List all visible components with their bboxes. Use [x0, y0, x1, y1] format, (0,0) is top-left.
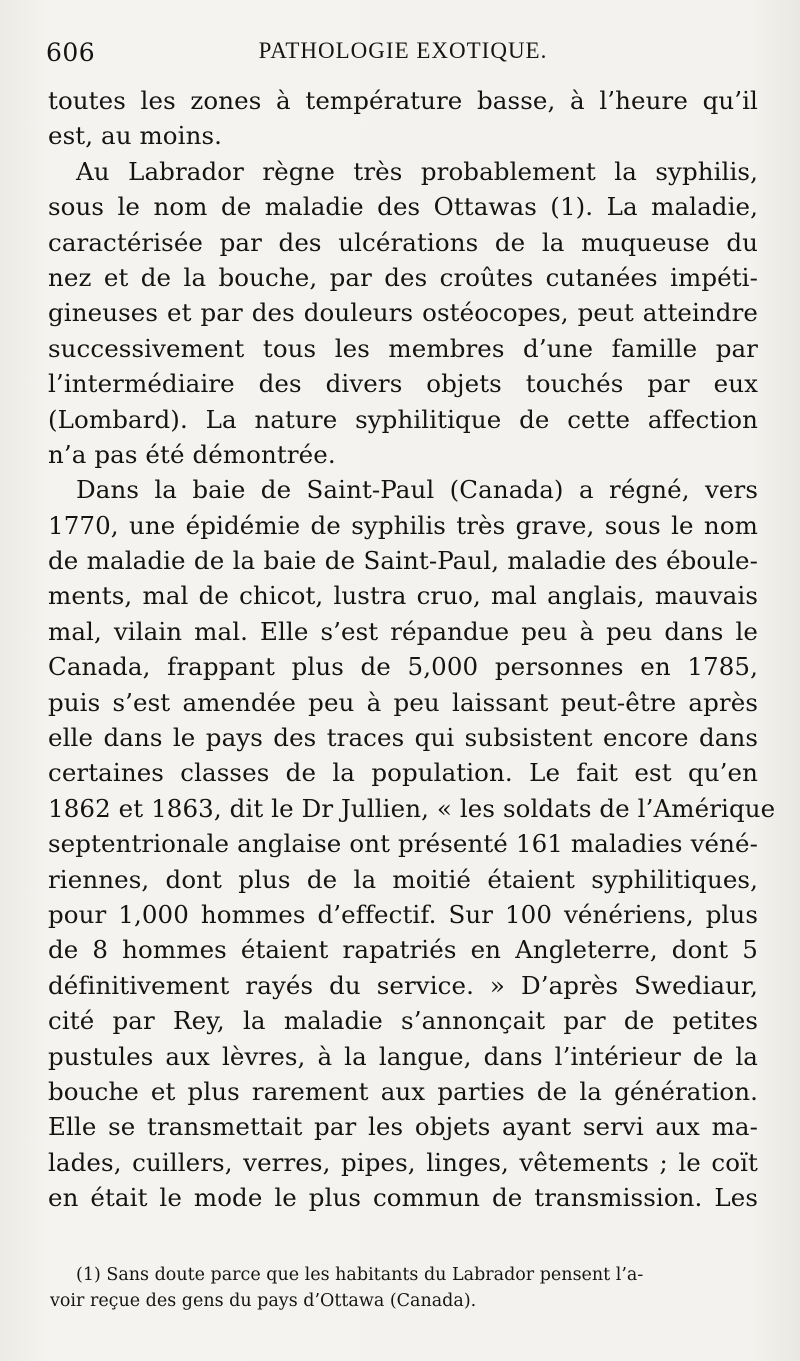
text-line: (Lombard). La nature syphilitique de cette affection: [48, 404, 758, 434]
text-line: successivement tous les membres d’une famille par: [48, 333, 758, 363]
text-line: l’intermédiaire des divers objets touchés par eux: [48, 369, 758, 399]
text-line: est, au moins.: [48, 121, 223, 151]
text-line: cité par Rey, la maladie s’annonçait par de petites: [48, 1006, 758, 1036]
text-line: Canada, frappant plus de 5,000 personnes en 1785,: [48, 652, 758, 682]
text-line: ments, mal de chicot, lustra cruo, mal anglais, mauvais: [48, 581, 758, 611]
footnote-line: voir reçue des gens du pays d’Ottawa (Canada).: [50, 1291, 477, 1311]
text-line: bouche et plus rarement aux parties de la génération.: [48, 1076, 758, 1106]
text-line: elle dans le pays des traces qui subsistent encore dans: [48, 723, 758, 753]
text-line: de maladie de la baie de Saint-Paul, maladie des éboule-: [48, 546, 758, 576]
text-line: en était le mode le plus commun de transmission. Les: [48, 1183, 758, 1213]
text-line: certaines classes de la population. Le fait est qu’en: [48, 758, 758, 788]
text-line: Dans la baie de Saint-Paul (Canada) a régné, vers: [76, 475, 758, 505]
text-line: 1770, une épidémie de syphilis très grave, sous le nom: [48, 510, 758, 540]
text-line: mal, vilain mal. Elle s’est répandue peu à peu dans le: [48, 616, 758, 646]
text-line: Elle se transmettait par les objets ayant servi aux ma-: [48, 1112, 758, 1142]
text-line: toutes les zones à température basse, à l’heure qu’il: [48, 86, 758, 115]
text-line: 1862 et 1863, dit le Dr Jullien, « les soldats de l’Amérique: [48, 793, 776, 823]
text-line: gineuses et par des douleurs ostéocopes, peut atteindre: [48, 298, 758, 328]
body-text: [48, 83, 776, 1216]
footnote: [50, 1262, 760, 1314]
footnote-line: (1) Sans doute parce que les habitants du Labrador pensent l’a-: [76, 1265, 644, 1285]
page-number: 606: [46, 38, 96, 67]
text-line: définitivement rayés du service. » D’après Swediaur,: [48, 970, 758, 1000]
text-line: lades, cuillers, verres, pipes, linges, vêtements ; le coït: [48, 1147, 758, 1177]
running-head: PATHOLOGIE EXOTIQUE.: [258, 38, 548, 63]
text-line: de 8 hommes étaient rapatriés en Angleterre, dont 5: [48, 935, 758, 965]
text-line: septentrionale anglaise ont présenté 161 maladies véné-: [48, 829, 758, 859]
text-line: riennes, dont plus de la moitié étaient syphilitiques,: [48, 864, 758, 894]
page-header: [46, 38, 760, 72]
text-line: n’a pas été démontrée.: [48, 439, 336, 469]
text-line: pour 1,000 hommes d’effectif. Sur 100 vénériens, plus: [48, 899, 758, 929]
text-line: sous le nom de maladie des Ottawas (1). La maladie,: [48, 192, 758, 222]
text-line: puis s’est amendée peu à peu laissant peut-être après: [48, 687, 758, 717]
text-line: pustules aux lèvres, à la langue, dans l’intérieur de la: [48, 1041, 758, 1071]
text-line: caractérisée par des ulcérations de la muqueuse du: [48, 227, 758, 257]
text-line: nez et de la bouche, par des croûtes cutanées impéti-: [48, 262, 758, 292]
text-line: Au Labrador règne très probablement la syphilis,: [76, 156, 758, 186]
